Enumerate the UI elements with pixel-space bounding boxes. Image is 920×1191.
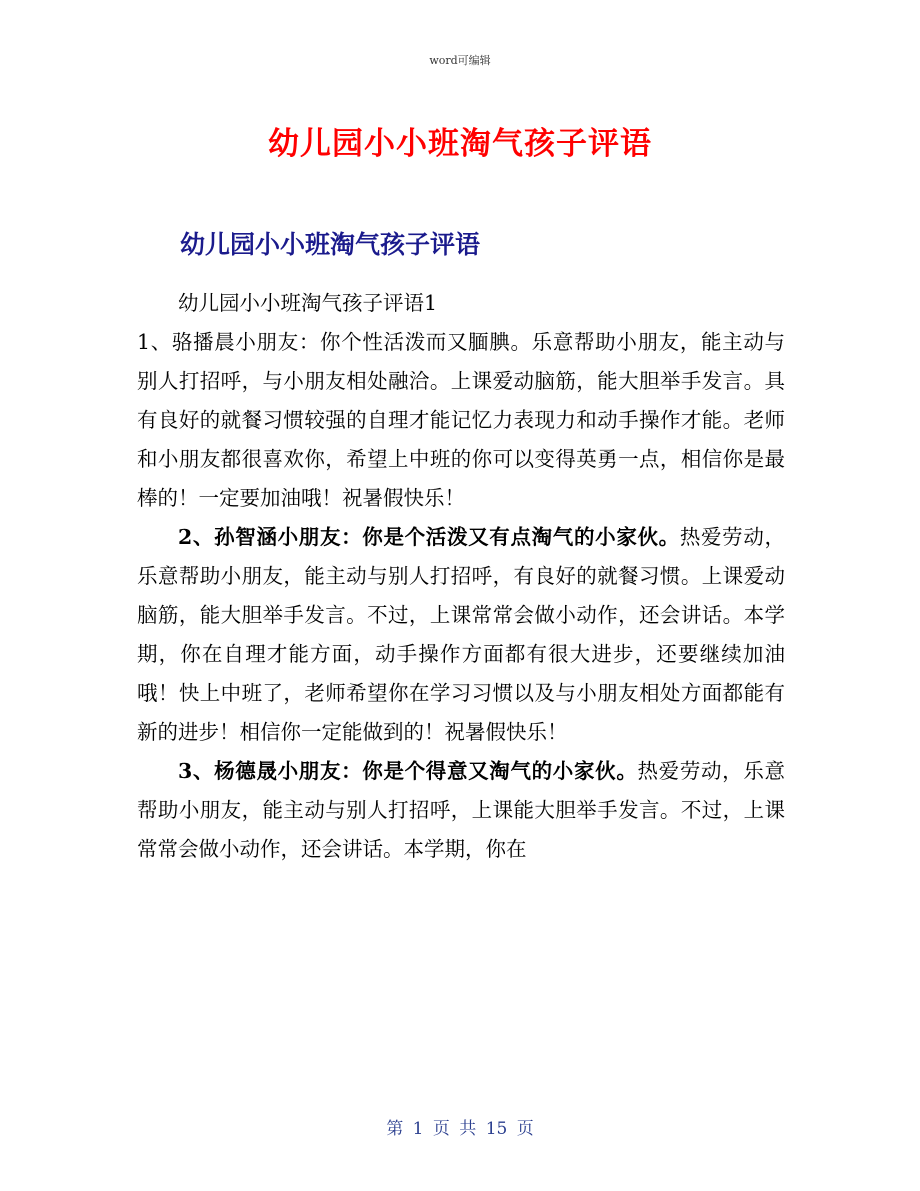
comment-lead: 2、孙智涵小朋友：你是个活泼又有点淘气的小家伙。 bbox=[178, 525, 680, 549]
comment-text: 1、骆播晨小朋友：你个性活泼而又腼腆。乐意帮助小朋友，能主动与别人打招呼，与小朋友相处融洽。上课爱动脑筋，能大胆举手发言。具有良好的就餐习惯较强的自理才能记忆力表现力和动手操作才能。老师和小朋友都很喜欢你，希望上中班的你可以变得英勇一点，相信你是最棒的！一定要加油哦！祝暑假快乐！ bbox=[137, 330, 785, 510]
intro-line: 幼儿园小小班淘气孩子评语1 bbox=[178, 291, 438, 315]
comment-paragraph-1 bbox=[137, 323, 785, 518]
comment-paragraph-3 bbox=[137, 752, 785, 869]
section-heading: 幼儿园小小班淘气孩子评语 bbox=[180, 230, 481, 259]
page-number-footer: 第 1 页 共 15 页 bbox=[386, 1119, 534, 1139]
comment-text: 热爱劳动，乐意帮助小朋友，能主动与别人打招呼，有良好的就餐习惯。上课爱动脑筋，能大胆举手发言。不过，上课常常会做小动作，还会讲话。本学期，你在自理才能方面，动手操作方面都有很大进步，还要继续加油哦！快上中班了，老师希望你在学习习惯以及与小朋友相处方面都能有新的进步！相信你一定能做到的！祝暑假快乐！ bbox=[137, 525, 786, 744]
document-body bbox=[137, 284, 785, 869]
comment-paragraph-2 bbox=[137, 518, 785, 752]
page-title: 幼儿园小小班淘气孩子评语 bbox=[268, 126, 652, 162]
comment-lead: 3、杨德晟小朋友：你是个得意又淘气的小家伙。 bbox=[178, 759, 638, 783]
comment-text: 热爱劳动，乐意帮助小朋友，能主动与别人打招呼，上课能大胆举手发言。不过，上课常常会做小动作，还会讲话。本学期，你在 bbox=[137, 759, 785, 861]
header-note: word可编辑 bbox=[429, 54, 491, 67]
